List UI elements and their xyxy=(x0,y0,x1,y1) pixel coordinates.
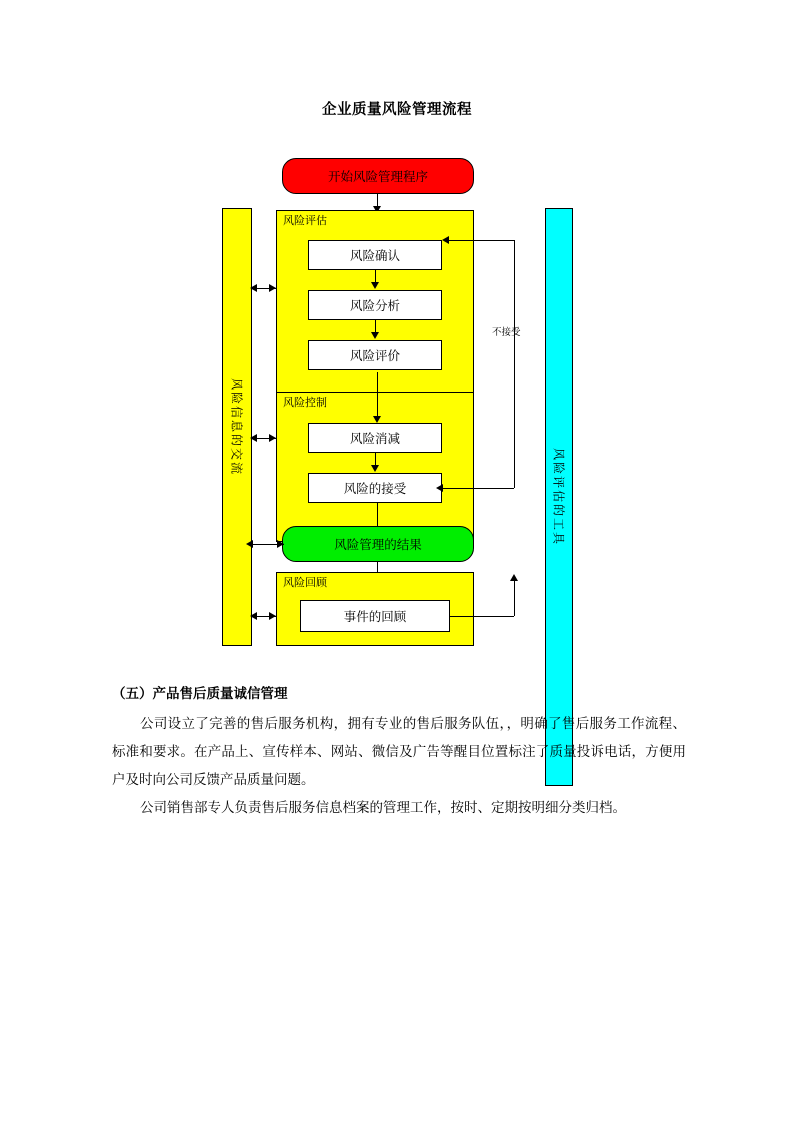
arrowhead-reject-to-accept xyxy=(436,484,443,492)
risk-management-flowchart xyxy=(0,140,794,660)
arrowhead-left-assessment-in xyxy=(269,284,276,292)
edge-reject-vertical xyxy=(514,240,515,488)
paragraph-2: 公司销售部专人负责售后服务信息档案的管理工作，按时、定期按明细分类归档。 xyxy=(140,800,626,815)
arrowhead-left-control-in xyxy=(269,434,276,442)
body-content xyxy=(112,680,686,822)
arrowhead-left-result-in xyxy=(277,540,284,548)
node-result-label: 风险管理的结果 xyxy=(334,538,422,552)
node-start xyxy=(282,158,474,194)
side-bar-right-label: 风险评估的工具 xyxy=(551,447,566,547)
node-risk-reduce xyxy=(308,423,442,453)
node-risk-reduce-label: 风险消减 xyxy=(349,432,400,446)
node-risk-analysis-label: 风险分析 xyxy=(349,299,400,313)
arrowhead-left-review-in xyxy=(269,612,276,620)
side-bar-risk-communication xyxy=(222,208,252,646)
edge-review-to-right-bar xyxy=(450,616,514,617)
node-risk-accept-label: 风险的接受 xyxy=(343,482,407,496)
node-risk-identify xyxy=(308,240,442,270)
group-risk-control-label: 风险控制 xyxy=(283,397,327,409)
arrowhead-left-control-out xyxy=(250,434,257,442)
node-event-review xyxy=(300,600,450,632)
arrowhead-evaluate-to-reduce xyxy=(373,416,381,423)
node-risk-evaluate-label: 风险评价 xyxy=(349,349,400,363)
node-start-label: 开始风险管理程序 xyxy=(327,170,428,184)
arrowhead-identify-to-analysis xyxy=(371,282,379,289)
paragraph-1: 公司设立了完善的售后服务机构，拥有专业的售后服务队伍，，明确了售后服务工作流程、标准和要求。在产品上、宣传样本、网站、微信及广告等醒目位置标注了质量投诉电话，方便用户及时向公司反馈产品质量问题。 xyxy=(112,716,686,787)
edge-review-vertical xyxy=(514,580,515,616)
group-risk-assessment-label: 风险评估 xyxy=(283,215,327,227)
node-event-review-label: 事件的回顾 xyxy=(343,610,407,624)
edge-reject-horizontal-lower xyxy=(442,488,514,489)
arrowhead-left-assessment-out xyxy=(250,284,257,292)
edge-label-reject: 不接受 xyxy=(492,327,521,338)
arrowhead-analysis-to-evaluate xyxy=(371,332,379,339)
node-risk-analysis xyxy=(308,290,442,320)
node-risk-identify-label: 风险确认 xyxy=(349,249,400,263)
edge-reject-horizontal-upper xyxy=(448,240,514,241)
arrowhead-reject-to-identify xyxy=(442,236,449,244)
node-risk-evaluate xyxy=(308,340,442,370)
group-risk-review-label: 风险回顾 xyxy=(283,577,327,589)
edge-evaluate-to-reduce xyxy=(377,372,378,418)
page-title: 企业质量风险管理流程 xyxy=(322,102,472,118)
section-heading: （五）产品售后质量诚信管理 xyxy=(112,686,288,701)
node-result xyxy=(282,526,474,562)
arrowhead-review-up xyxy=(510,574,518,581)
arrowhead-reduce-to-accept xyxy=(371,465,379,472)
arrowhead-left-result-out xyxy=(246,540,253,548)
side-bar-left-label: 风险信息的交流 xyxy=(229,377,244,477)
node-risk-accept xyxy=(308,473,442,503)
arrowhead-left-review-out xyxy=(250,612,257,620)
